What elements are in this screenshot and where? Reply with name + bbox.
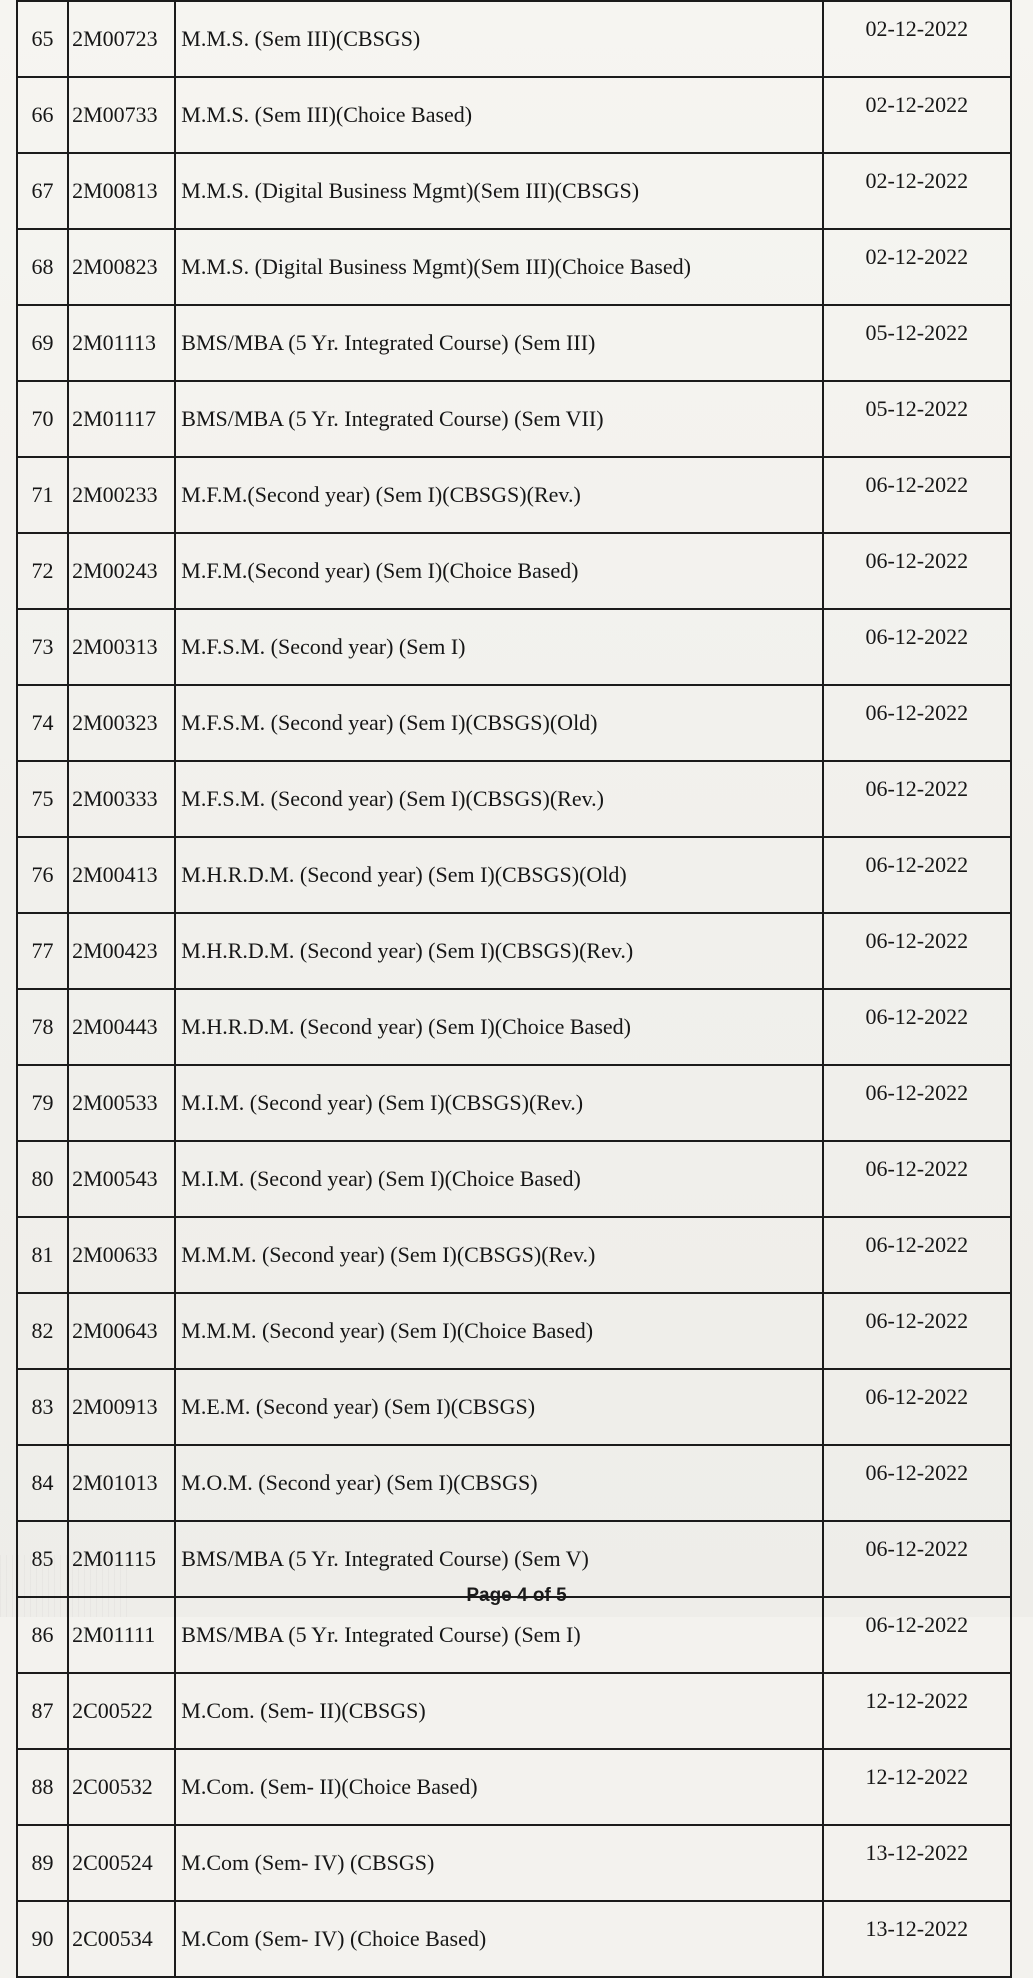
table-row [17,229,1011,305]
exam-date-cell: 06-12-2022 [823,913,1011,989]
serial-number-cell: 85 [17,1521,68,1597]
serial-number-cell: 72 [17,533,68,609]
course-code-cell: 2M01113 [68,305,175,381]
serial-number-cell: 71 [17,457,68,533]
exam-date-cell: 06-12-2022 [823,685,1011,761]
table-row [17,77,1011,153]
serial-number-cell: 89 [17,1825,68,1901]
course-code-cell: 2M00413 [68,837,175,913]
table-row [17,1217,1011,1293]
course-name-cell: M.I.M. (Second year) (Sem I)(CBSGS)(Rev.) [175,1065,822,1141]
table-row [17,1901,1011,1977]
serial-number-cell: 67 [17,153,68,229]
course-code-cell: 2M00633 [68,1217,175,1293]
serial-number-cell: 84 [17,1445,68,1521]
course-code-cell: 2M00823 [68,229,175,305]
table-row [17,381,1011,457]
serial-number-cell: 69 [17,305,68,381]
exam-date-cell: 06-12-2022 [823,761,1011,837]
exam-date-cell: 06-12-2022 [823,1597,1011,1673]
serial-number-cell: 83 [17,1369,68,1445]
table-row [17,305,1011,381]
table-row [17,1445,1011,1521]
course-code-cell: 2M00913 [68,1369,175,1445]
course-name-cell: M.M.S. (Digital Business Mgmt)(Sem III)(CBSGS) [175,153,822,229]
serial-number-cell: 86 [17,1597,68,1673]
exam-date-cell: 06-12-2022 [823,1521,1011,1597]
serial-number-cell: 65 [17,1,68,77]
table-row [17,1673,1011,1749]
exam-date-cell: 06-12-2022 [823,989,1011,1065]
course-name-cell: M.Com (Sem- IV) (CBSGS) [175,1825,822,1901]
course-code-cell: 2C00524 [68,1825,175,1901]
exam-date-cell: 13-12-2022 [823,1901,1011,1977]
table-row [17,761,1011,837]
exam-date-cell: 06-12-2022 [823,837,1011,913]
serial-number-cell: 78 [17,989,68,1065]
exam-date-cell: 06-12-2022 [823,1369,1011,1445]
exam-date-cell: 13-12-2022 [823,1825,1011,1901]
course-name-cell: M.H.R.D.M. (Second year) (Sem I)(Choice Based) [175,989,822,1065]
course-name-cell: M.Com. (Sem- II)(Choice Based) [175,1749,822,1825]
table-row [17,1,1011,77]
table-body [17,1,1011,1977]
course-code-cell: 2M00533 [68,1065,175,1141]
exam-date-cell: 02-12-2022 [823,229,1011,305]
exam-date-cell: 05-12-2022 [823,305,1011,381]
course-code-cell: 2M00323 [68,685,175,761]
serial-number-cell: 87 [17,1673,68,1749]
course-name-cell: M.E.M. (Second year) (Sem I)(CBSGS) [175,1369,822,1445]
course-code-cell: 2C00532 [68,1749,175,1825]
course-code-cell: 2M00443 [68,989,175,1065]
course-name-cell: M.M.S. (Sem III)(Choice Based) [175,77,822,153]
course-name-cell: BMS/MBA (5 Yr. Integrated Course) (Sem V) [175,1521,822,1597]
course-name-cell: BMS/MBA (5 Yr. Integrated Course) (Sem III) [175,305,822,381]
course-name-cell: M.F.M.(Second year) (Sem I)(CBSGS)(Rev.) [175,457,822,533]
course-code-cell: 2M00733 [68,77,175,153]
table-row [17,1141,1011,1217]
table-row [17,989,1011,1065]
serial-number-cell: 76 [17,837,68,913]
course-name-cell: M.M.S. (Digital Business Mgmt)(Sem III)(Choice Based) [175,229,822,305]
course-code-cell: 2M01115 [68,1521,175,1597]
course-name-cell: M.H.R.D.M. (Second year) (Sem I)(CBSGS)(Rev.) [175,913,822,989]
course-name-cell: M.F.S.M. (Second year) (Sem I) [175,609,822,685]
serial-number-cell: 77 [17,913,68,989]
serial-number-cell: 90 [17,1901,68,1977]
table-row [17,533,1011,609]
course-name-cell: M.M.M. (Second year) (Sem I)(Choice Based) [175,1293,822,1369]
course-code-cell: 2M00233 [68,457,175,533]
serial-number-cell: 79 [17,1065,68,1141]
table-row [17,457,1011,533]
course-code-cell: 2M00643 [68,1293,175,1369]
table-row [17,609,1011,685]
table-row [17,685,1011,761]
table-row [17,1825,1011,1901]
exam-date-cell: 12-12-2022 [823,1673,1011,1749]
exam-date-cell: 06-12-2022 [823,1141,1011,1217]
exam-date-cell: 06-12-2022 [823,1445,1011,1521]
table-row [17,153,1011,229]
exam-date-cell: 06-12-2022 [823,533,1011,609]
table-row [17,837,1011,913]
course-code-cell: 2M01013 [68,1445,175,1521]
course-name-cell: M.Com. (Sem- II)(CBSGS) [175,1673,822,1749]
course-name-cell: M.M.S. (Sem III)(CBSGS) [175,1,822,77]
table-row [17,913,1011,989]
table-row [17,1597,1011,1673]
exam-date-cell: 02-12-2022 [823,77,1011,153]
exam-date-cell: 02-12-2022 [823,1,1011,77]
course-code-cell: 2M00333 [68,761,175,837]
exam-date-cell: 06-12-2022 [823,609,1011,685]
serial-number-cell: 88 [17,1749,68,1825]
course-code-cell: 2M00543 [68,1141,175,1217]
course-name-cell: M.F.M.(Second year) (Sem I)(Choice Based) [175,533,822,609]
serial-number-cell: 75 [17,761,68,837]
course-code-cell: 2M01117 [68,381,175,457]
exam-date-cell: 06-12-2022 [823,1065,1011,1141]
course-code-cell: 2C00534 [68,1901,175,1977]
exam-date-cell: 05-12-2022 [823,381,1011,457]
exam-date-cell: 06-12-2022 [823,1293,1011,1369]
table-row [17,1293,1011,1369]
course-code-cell: 2M00723 [68,1,175,77]
course-name-cell: M.F.S.M. (Second year) (Sem I)(CBSGS)(Old) [175,685,822,761]
course-name-cell: BMS/MBA (5 Yr. Integrated Course) (Sem VII) [175,381,822,457]
serial-number-cell: 81 [17,1217,68,1293]
course-name-cell: M.O.M. (Second year) (Sem I)(CBSGS) [175,1445,822,1521]
course-code-cell: 2M00423 [68,913,175,989]
serial-number-cell: 80 [17,1141,68,1217]
serial-number-cell: 68 [17,229,68,305]
page-number: Page 4 of 5 [466,1585,567,1606]
course-code-cell: 2M00243 [68,533,175,609]
exam-date-cell: 02-12-2022 [823,153,1011,229]
course-code-cell: 2C00522 [68,1673,175,1749]
course-code-cell: 2M01111 [68,1597,175,1673]
course-name-cell: M.M.M. (Second year) (Sem I)(CBSGS)(Rev.) [175,1217,822,1293]
serial-number-cell: 66 [17,77,68,153]
exam-date-cell: 06-12-2022 [823,457,1011,533]
course-name-cell: M.I.M. (Second year) (Sem I)(Choice Based) [175,1141,822,1217]
serial-number-cell: 82 [17,1293,68,1369]
course-code-cell: 2M00813 [68,153,175,229]
course-name-cell: M.H.R.D.M. (Second year) (Sem I)(CBSGS)(Old) [175,837,822,913]
exam-date-cell: 12-12-2022 [823,1749,1011,1825]
table-row [17,1749,1011,1825]
serial-number-cell: 73 [17,609,68,685]
course-name-cell: M.F.S.M. (Second year) (Sem I)(CBSGS)(Rev.) [175,761,822,837]
table-row [17,1065,1011,1141]
serial-number-cell: 70 [17,381,68,457]
serial-number-cell: 74 [17,685,68,761]
exam-date-cell: 06-12-2022 [823,1217,1011,1293]
exam-schedule-table [16,0,1012,1978]
table-row [17,1369,1011,1445]
course-name-cell: M.Com (Sem- IV) (Choice Based) [175,1901,822,1977]
course-code-cell: 2M00313 [68,609,175,685]
course-name-cell: BMS/MBA (5 Yr. Integrated Course) (Sem I) [175,1597,822,1673]
